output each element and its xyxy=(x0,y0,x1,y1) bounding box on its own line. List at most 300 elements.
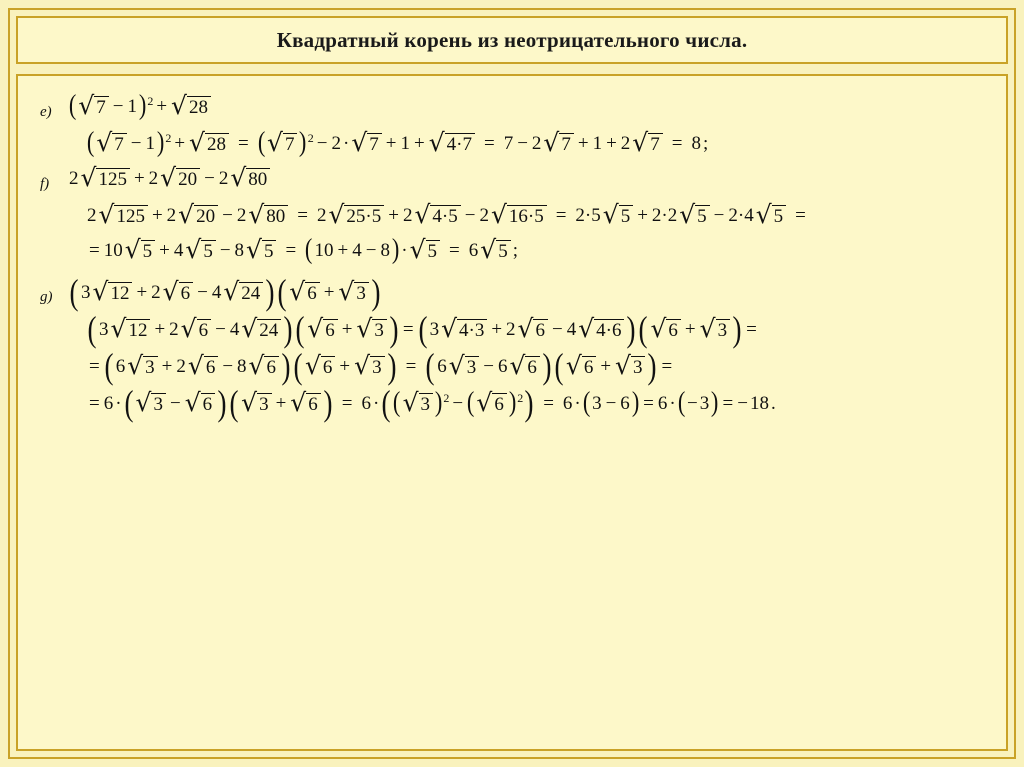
radical xyxy=(304,351,335,380)
radical xyxy=(354,351,384,380)
coefficient: 2·2 xyxy=(651,204,678,226)
radical xyxy=(289,277,319,306)
radical xyxy=(509,351,539,380)
radical xyxy=(650,314,680,343)
paren-close: ) xyxy=(281,346,291,386)
radical-sign: √ xyxy=(124,235,141,264)
paren-close: ) xyxy=(156,127,165,159)
radicand: 3 xyxy=(143,356,158,379)
radical-sign: √ xyxy=(602,200,619,229)
operator-plus: + xyxy=(341,318,353,340)
solution-g-line-1 xyxy=(86,309,984,349)
paren-close: ) xyxy=(626,309,636,349)
number: 4 xyxy=(566,318,577,340)
radicand: 6 xyxy=(201,393,216,416)
semicolon: ; xyxy=(702,132,709,154)
paren-close: ) xyxy=(323,383,333,423)
radical xyxy=(290,388,320,417)
number: 8 xyxy=(237,355,247,377)
operator-equals: = xyxy=(297,204,308,226)
radicand: 3 xyxy=(419,393,434,416)
paren-open: ( xyxy=(104,346,114,386)
operator-plus: + xyxy=(577,132,589,154)
operator-minus: − xyxy=(737,392,748,414)
radical-sign: √ xyxy=(160,163,177,192)
radical-sign: √ xyxy=(127,351,144,380)
radical-sign: √ xyxy=(110,314,127,343)
number: 2 xyxy=(169,318,179,340)
radicand: 6 xyxy=(582,356,597,379)
paren-open: ( xyxy=(124,383,134,423)
radical xyxy=(78,91,108,120)
radical xyxy=(356,314,386,343)
operator-minus: − xyxy=(605,392,617,414)
radical-sign: √ xyxy=(328,200,345,229)
radical-sign: √ xyxy=(650,314,667,343)
number: 2 xyxy=(479,204,489,226)
radical xyxy=(162,277,193,306)
operator-plus: + xyxy=(275,392,287,414)
radical xyxy=(338,277,368,306)
radicand: 3 xyxy=(151,393,166,416)
radical xyxy=(241,314,281,343)
problem-g-expression xyxy=(68,272,382,312)
radical-sign: √ xyxy=(351,128,368,157)
radical-sign: √ xyxy=(565,351,582,380)
number: 2 xyxy=(402,204,413,226)
number: 6 xyxy=(468,239,479,261)
operator-plus: + xyxy=(491,318,503,340)
radical xyxy=(602,200,633,229)
radical xyxy=(127,351,157,380)
radical-sign: √ xyxy=(92,277,109,306)
radicand: 7 xyxy=(367,133,382,156)
radicand: 6 xyxy=(204,356,219,379)
paren-open: ( xyxy=(229,383,239,423)
radical-sign: √ xyxy=(414,200,431,229)
radical-sign: √ xyxy=(289,277,306,306)
paren-close: ) xyxy=(299,127,307,159)
number: 8 xyxy=(691,132,701,154)
number: 10 xyxy=(103,239,123,261)
number: 2 xyxy=(218,167,229,189)
radicand: 12 xyxy=(108,282,132,305)
radical-sign: √ xyxy=(615,351,631,380)
operator-equals: = xyxy=(237,132,249,154)
problem-e-expression xyxy=(68,90,212,122)
radical-sign: √ xyxy=(189,128,205,157)
paren-close: ) xyxy=(508,387,517,419)
number: 6 xyxy=(620,392,630,414)
number: 3 xyxy=(592,392,602,414)
radical xyxy=(267,128,297,157)
problem-item-g xyxy=(40,272,984,423)
radical xyxy=(490,200,547,229)
paren-close: ) xyxy=(371,272,381,312)
radical-sign: √ xyxy=(178,200,195,229)
radicand: 28 xyxy=(187,96,211,119)
operator-minus: − xyxy=(483,355,494,377)
radicand: 7 xyxy=(94,96,109,119)
radicand: 5 xyxy=(262,240,277,263)
radical-sign: √ xyxy=(171,91,187,120)
radicand: 5 xyxy=(141,240,156,263)
radical xyxy=(565,351,596,380)
number: 4 xyxy=(211,281,222,303)
radical-sign: √ xyxy=(476,388,493,417)
operator-minus: − xyxy=(169,392,181,414)
radical xyxy=(441,314,487,343)
paren-close: ) xyxy=(138,90,147,122)
operator-minus: − xyxy=(517,132,528,154)
number: 2 xyxy=(69,167,79,189)
exponent: 2 xyxy=(443,390,450,405)
radical xyxy=(92,277,133,306)
number: 1 xyxy=(127,95,137,117)
paren-close: ) xyxy=(265,272,275,312)
radical xyxy=(248,200,288,229)
radical-sign: √ xyxy=(162,277,179,306)
operator-minus: − xyxy=(686,392,698,414)
problem-g-label: g) xyxy=(40,289,53,305)
radical xyxy=(223,277,263,306)
exponent: 2 xyxy=(147,93,154,108)
radicand: 5 xyxy=(695,205,710,228)
paren-close: ) xyxy=(434,387,443,419)
radical-sign: √ xyxy=(755,200,772,229)
radical xyxy=(185,235,215,264)
paren-close: ) xyxy=(732,309,742,349)
operator-equals: = xyxy=(483,132,495,154)
number: 2 xyxy=(316,204,327,226)
radical-sign: √ xyxy=(241,388,258,417)
operator-plus: + xyxy=(684,318,696,340)
radical-sign: √ xyxy=(230,163,247,192)
number: 4 xyxy=(352,239,362,261)
radicand: 80 xyxy=(264,205,288,228)
operator-minus: − xyxy=(197,281,208,303)
radical xyxy=(98,200,148,229)
operator-equals: = xyxy=(671,132,683,154)
content-area xyxy=(16,74,1008,751)
radical xyxy=(517,314,548,343)
radical xyxy=(476,388,506,417)
coefficient: 2·5 xyxy=(575,204,601,226)
operator-equals: = xyxy=(746,318,757,340)
radicand: 12 xyxy=(126,319,150,342)
number: 8 xyxy=(380,239,390,261)
operator-minus: − xyxy=(452,392,464,414)
problem-e-label: e) xyxy=(40,104,52,120)
radicand: 5 xyxy=(772,205,787,228)
radicand: 4·6 xyxy=(594,319,624,342)
paren-open: ( xyxy=(305,234,313,266)
radical-sign: √ xyxy=(80,163,97,192)
radical xyxy=(160,163,200,192)
operator-plus: + xyxy=(388,204,399,226)
radical xyxy=(80,163,130,192)
operator-plus: + xyxy=(154,318,166,340)
radical xyxy=(124,235,155,264)
operator-equals: = xyxy=(555,204,567,226)
period: . xyxy=(770,392,776,414)
exponent: 2 xyxy=(517,390,524,405)
radical-sign: √ xyxy=(338,277,355,306)
radicand: 3 xyxy=(465,356,480,379)
radical-sign: √ xyxy=(699,314,716,343)
operator-equals: = xyxy=(89,355,100,377)
number: 6 xyxy=(103,392,114,414)
radicand: 25·5 xyxy=(344,205,384,228)
number: 2 xyxy=(87,204,97,226)
operator-minus: − xyxy=(204,167,215,189)
radicand: 7 xyxy=(559,133,574,156)
radical-sign: √ xyxy=(187,351,204,380)
radicand: 4·3 xyxy=(457,319,487,342)
radical-sign: √ xyxy=(402,388,419,417)
radical xyxy=(110,314,151,343)
operator-plus: + xyxy=(600,355,612,377)
radical xyxy=(480,235,510,264)
operator-minus: − xyxy=(222,204,233,226)
radical-sign: √ xyxy=(135,388,152,417)
radical xyxy=(755,200,786,229)
number: 4 xyxy=(173,239,184,261)
exponent: 2 xyxy=(165,130,172,145)
number: 6 xyxy=(437,355,447,377)
paren-open: ( xyxy=(425,346,435,386)
paren-open: ( xyxy=(582,387,591,419)
radical-sign: √ xyxy=(448,351,465,380)
radical-sign: √ xyxy=(517,314,534,343)
operator-equals: = xyxy=(402,318,414,340)
radicand: 4·5 xyxy=(430,205,460,228)
radical xyxy=(543,128,573,157)
operator-minus: − xyxy=(551,318,563,340)
radical-sign: √ xyxy=(96,128,113,157)
number: 6 xyxy=(361,392,371,414)
operator-equals: = xyxy=(89,392,100,414)
number: 2 xyxy=(531,132,542,154)
radical-sign: √ xyxy=(356,314,373,343)
operator-minus: − xyxy=(365,239,377,261)
radical xyxy=(96,128,126,157)
operator-minus: − xyxy=(713,204,725,226)
radicand: 6 xyxy=(666,319,681,342)
radicand: 80 xyxy=(246,168,270,191)
number: 18 xyxy=(749,392,769,414)
radical xyxy=(578,314,624,343)
number: 2 xyxy=(620,132,631,154)
number: 1 xyxy=(145,132,155,154)
radical xyxy=(409,235,440,264)
paren-close: ) xyxy=(389,309,399,349)
radical-sign: √ xyxy=(543,128,560,157)
operator-plus: + xyxy=(159,239,170,261)
radical-sign: √ xyxy=(441,314,457,343)
operator-plus: + xyxy=(136,281,148,303)
radicand: 3 xyxy=(257,393,272,416)
number: 6 xyxy=(497,355,508,377)
number: 1 xyxy=(592,132,603,154)
radical-sign: √ xyxy=(632,128,649,157)
solution-e-line-1 xyxy=(86,127,984,159)
operator-plus: + xyxy=(413,132,425,154)
radicand: 4·7 xyxy=(445,133,475,156)
operator-times: · xyxy=(115,392,122,414)
radicand: 3 xyxy=(370,356,385,379)
problem-e-statement xyxy=(40,90,984,122)
operator-minus: − xyxy=(464,204,476,226)
paren-close: ) xyxy=(631,387,640,419)
operator-plus: + xyxy=(174,132,186,154)
operator-minus: − xyxy=(215,318,226,340)
radicand: 6 xyxy=(264,356,279,379)
radical xyxy=(428,128,475,157)
radical-sign: √ xyxy=(267,128,283,157)
paren-close: ) xyxy=(283,309,293,349)
number: 6 xyxy=(115,355,126,377)
radicand: 6 xyxy=(533,319,548,342)
paren-open: ( xyxy=(467,387,475,419)
operator-plus: + xyxy=(156,95,168,117)
number: 3 xyxy=(99,318,109,340)
operator-plus: + xyxy=(337,239,349,261)
solution-f-line-1 xyxy=(86,200,984,229)
radicand: 6 xyxy=(305,282,320,305)
problem-item-f xyxy=(40,163,984,266)
radical xyxy=(328,200,384,229)
paren-open: ( xyxy=(554,346,564,386)
paren-open: ( xyxy=(638,309,648,349)
operator-equals: = xyxy=(449,239,460,261)
number: 10 xyxy=(314,239,334,261)
semicolon: ; xyxy=(512,239,518,261)
radicand: 5 xyxy=(426,240,441,263)
operator-times: · xyxy=(401,239,408,261)
paren-open: ( xyxy=(277,272,287,312)
radical-sign: √ xyxy=(223,277,240,306)
radical-sign: √ xyxy=(409,235,426,264)
radicand: 5 xyxy=(619,205,634,228)
problem-f-expression xyxy=(68,163,271,192)
paren-close: ) xyxy=(391,234,400,266)
radicand: 20 xyxy=(176,168,200,191)
radicand: 20 xyxy=(194,205,218,228)
radicand: 24 xyxy=(257,319,281,342)
number: 2 xyxy=(176,355,186,377)
operator-minus: − xyxy=(130,132,142,154)
radical xyxy=(414,200,460,229)
radicand: 3 xyxy=(354,282,369,305)
radical xyxy=(632,128,662,157)
operator-times: · xyxy=(343,132,350,154)
radical-sign: √ xyxy=(679,200,696,229)
operator-plus: + xyxy=(339,355,351,377)
operator-times: · xyxy=(574,392,581,414)
paren-open: ( xyxy=(293,346,303,386)
paren-open: ( xyxy=(257,127,266,159)
operator-equals: = xyxy=(89,239,100,261)
operator-times: · xyxy=(669,392,676,414)
operator-plus: + xyxy=(161,355,173,377)
radical-sign: √ xyxy=(304,351,321,380)
radical-sign: √ xyxy=(290,388,307,417)
radical-sign: √ xyxy=(246,235,262,264)
operator-equals: = xyxy=(285,239,297,261)
paren-open-outer: ( xyxy=(381,383,391,423)
radical-sign: √ xyxy=(354,351,371,380)
problem-g-statement xyxy=(40,272,984,312)
radical-sign: √ xyxy=(578,314,595,343)
operator-equals: = xyxy=(405,355,417,377)
number: 2 xyxy=(331,132,341,154)
radical-sign: √ xyxy=(248,200,265,229)
paren-close: ) xyxy=(217,383,227,423)
radical xyxy=(178,200,218,229)
radical-sign: √ xyxy=(509,351,526,380)
paren-open: ( xyxy=(295,309,305,349)
radical xyxy=(171,91,211,120)
radicand: 3 xyxy=(716,319,731,342)
radicand: 125 xyxy=(114,205,148,228)
radical-sign: √ xyxy=(241,314,258,343)
radicand: 6 xyxy=(321,356,336,379)
paren-open: ( xyxy=(393,387,401,419)
number: 3 xyxy=(429,318,440,340)
number: 1 xyxy=(400,132,410,154)
operator-minus: − xyxy=(316,132,328,154)
radical xyxy=(699,314,730,343)
radical xyxy=(615,351,645,380)
paren-close: ) xyxy=(711,387,719,419)
operator-plus: + xyxy=(151,204,163,226)
radicand: 6 xyxy=(525,356,540,379)
radicand: 7 xyxy=(112,133,127,156)
radical xyxy=(187,351,218,380)
radicand: 3 xyxy=(372,319,387,342)
number: 8 xyxy=(234,239,245,261)
radical xyxy=(135,388,166,417)
radicand: 6 xyxy=(197,319,212,342)
paren-close-outer: ) xyxy=(524,383,534,423)
operator-equals: = xyxy=(543,392,554,414)
operator-minus: − xyxy=(112,95,124,117)
radical xyxy=(184,388,215,417)
operator-equals: = xyxy=(795,204,806,226)
radical xyxy=(241,388,271,417)
radicand: 6 xyxy=(492,393,507,416)
paren-open: ( xyxy=(86,127,95,159)
radicand: 125 xyxy=(96,168,130,191)
radicand: 5 xyxy=(496,240,511,263)
number: 7 xyxy=(503,132,514,154)
problem-item-e xyxy=(40,90,984,159)
paren-close: ) xyxy=(542,346,552,386)
number: 2 xyxy=(148,167,159,189)
operator-plus: + xyxy=(133,167,145,189)
paren-open: ( xyxy=(677,387,686,419)
number: 2 xyxy=(166,204,177,226)
radical-sign: √ xyxy=(180,314,197,343)
paren-open: ( xyxy=(87,309,97,349)
number: 2 xyxy=(236,204,247,226)
solution-f-line-2 xyxy=(86,234,984,266)
number: 6 xyxy=(562,392,573,414)
operator-equals: = xyxy=(341,392,353,414)
radicand: 24 xyxy=(239,282,263,305)
radical-sign: √ xyxy=(490,200,507,229)
